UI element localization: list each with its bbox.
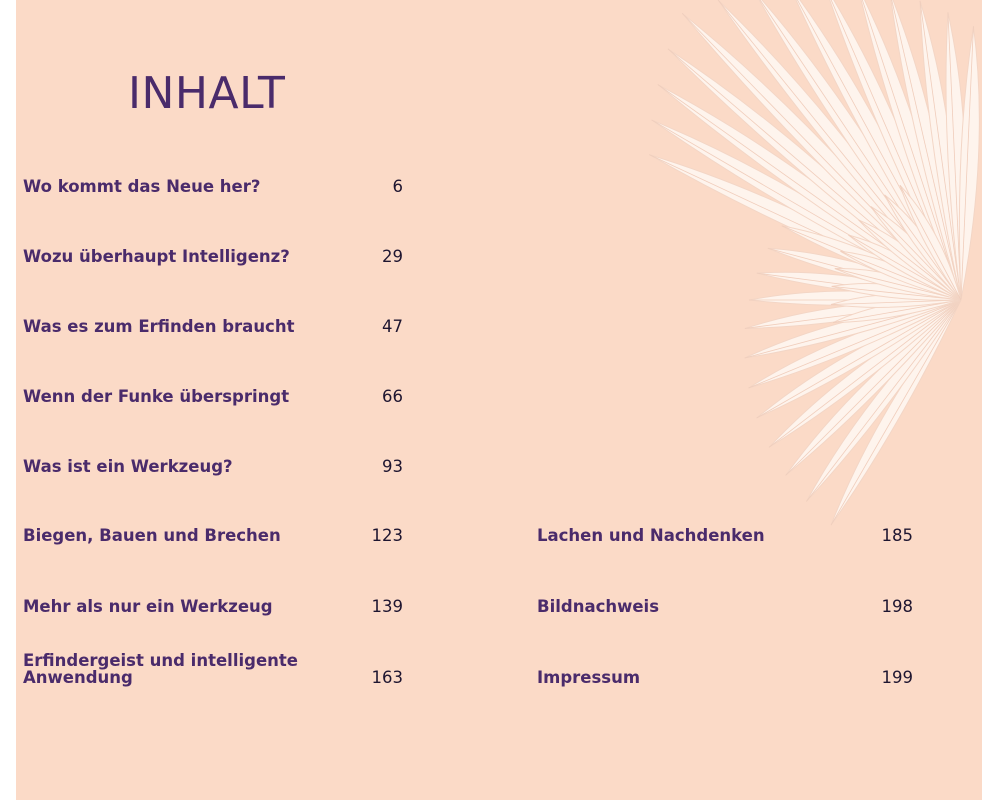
wing-secondary-feather	[745, 300, 961, 358]
toc-entry[interactable]	[537, 527, 913, 547]
wing-secondary-feather	[769, 300, 961, 447]
toc-entry-page: 93	[382, 457, 403, 476]
page-title: INHALT	[128, 68, 286, 119]
wing-secondary-feather	[757, 272, 961, 300]
toc-entry-label: Wozu überhaupt Intelligenz?	[23, 247, 290, 266]
feather-shaft	[754, 0, 961, 300]
wing-covert-feather	[885, 195, 961, 300]
wing-primary-feather	[959, 26, 979, 300]
wing-secondary-feather	[768, 248, 961, 300]
feather-shaft	[649, 155, 961, 300]
toc-entry-label: Bildnachweis	[537, 597, 660, 616]
toc-entry-page: 198	[881, 597, 913, 616]
feather-shaft	[890, 0, 961, 300]
wing-secondary-feather	[745, 300, 961, 329]
toc-entry-label: Impressum	[537, 668, 641, 687]
toc-entry-label: Was es zum Erfinden braucht	[23, 317, 295, 336]
wing-primary-feather	[652, 120, 961, 300]
wing-primary-feather	[682, 13, 961, 300]
wing-primary-feather	[890, 0, 961, 300]
toc-entry-label: Lachen und Nachdenken	[537, 526, 765, 545]
feather-shaft	[745, 300, 961, 328]
toc-entry-label-line2: Anwendung	[23, 668, 133, 687]
feather-shaft	[858, 0, 961, 300]
table-of-contents-page	[16, 0, 982, 800]
toc-entry[interactable]	[537, 669, 913, 689]
wing-primary-feather	[858, 0, 961, 300]
feather-shaft	[885, 195, 961, 300]
wing-primary-feather	[754, 0, 961, 300]
toc-entry-label-line1: Erfindergeist und intelligente	[23, 651, 298, 670]
wing-primary-feather	[946, 12, 966, 300]
feather-shaft	[769, 300, 961, 447]
feather-shaft	[835, 269, 961, 300]
wing-primary-feather	[658, 85, 961, 300]
feather-shaft	[749, 300, 961, 388]
toc-entry[interactable]	[23, 598, 403, 618]
toc-entry[interactable]	[23, 652, 403, 692]
wing-secondary-feather	[831, 300, 961, 525]
wing-secondary-feather	[749, 291, 961, 305]
feather-shaft	[745, 300, 961, 358]
wing-secondary-feather	[786, 300, 961, 475]
wing-primary-feather	[920, 1, 961, 300]
feather-shaft	[920, 1, 961, 300]
feather-shaft	[782, 226, 961, 300]
wing-secondary-feather	[757, 300, 961, 418]
wing-primary-feather	[790, 0, 961, 300]
toc-entry[interactable]	[23, 527, 403, 547]
toc-entry-page: 29	[382, 247, 403, 266]
wing-covert-feather	[848, 235, 961, 300]
toc-entry-page: 185	[881, 526, 913, 545]
feather-shaft	[833, 300, 961, 323]
toc-entry-page: 163	[371, 668, 403, 687]
toc-entry-label: Wenn der Funke überspringt	[23, 387, 290, 406]
feather-shaft	[682, 13, 961, 300]
wing-primary-feather	[824, 0, 961, 300]
wing-covert-feather	[831, 294, 961, 307]
wing-secondary-feather	[782, 226, 961, 300]
feather-shaft	[668, 49, 961, 300]
feather-shaft	[658, 85, 961, 300]
toc-entry-label: Mehr als nur ein Werkzeug	[23, 597, 273, 616]
feather-shaft	[961, 26, 973, 300]
wing-secondary-feather	[749, 300, 961, 388]
toc-entry[interactable]	[23, 248, 403, 268]
wing-primary-feather	[649, 155, 961, 300]
feather-shaft	[831, 300, 961, 305]
feather-shaft	[718, 0, 961, 300]
feather-shaft	[871, 206, 961, 300]
feather-shaft	[859, 220, 961, 300]
feather-shaft	[806, 300, 961, 502]
toc-entry-page: 139	[371, 597, 403, 616]
toc-entry-label: Wo kommt das Neue her?	[23, 177, 261, 196]
feather-shaft	[757, 300, 961, 418]
wing-covert-feather	[833, 300, 961, 323]
wing-covert-feather	[840, 251, 961, 300]
wing-covert-feather	[859, 220, 961, 300]
wing-secondary-feather	[806, 300, 961, 502]
feather-shaft	[832, 286, 961, 300]
wing-covert-feather	[871, 206, 961, 300]
toc-entry-page: 66	[382, 387, 403, 406]
toc-entry-label: Biegen, Bauen und Brechen	[23, 526, 281, 545]
feather-shaft	[824, 0, 961, 300]
toc-entry[interactable]	[23, 458, 403, 478]
feather-shaft	[652, 120, 961, 300]
feather-shaft	[768, 248, 961, 300]
feather-shaft	[848, 235, 961, 300]
feather-shaft	[948, 12, 961, 300]
feather-shaft	[831, 300, 961, 525]
toc-entry-page: 123	[371, 526, 403, 545]
feather-shaft	[786, 300, 961, 475]
wing-primary-feather	[718, 0, 961, 300]
wing-covert-feather	[832, 284, 961, 301]
feather-shaft	[757, 273, 961, 300]
feather-shaft	[840, 251, 961, 300]
toc-entry[interactable]	[23, 178, 403, 198]
toc-entry[interactable]	[537, 598, 913, 618]
toc-entry-page: 199	[881, 668, 913, 687]
toc-entry[interactable]	[23, 318, 403, 338]
wing-covert-feather	[900, 185, 961, 300]
toc-entry-page: 47	[382, 317, 403, 336]
wing-primary-feather	[668, 49, 961, 300]
feather-shaft	[790, 0, 961, 300]
wing-covert-feather	[835, 268, 961, 300]
feather-shaft	[900, 185, 961, 300]
toc-entry-page: 6	[392, 177, 403, 196]
toc-entry[interactable]	[23, 388, 403, 408]
toc-entry-label: Was ist ein Werkzeug?	[23, 457, 233, 476]
